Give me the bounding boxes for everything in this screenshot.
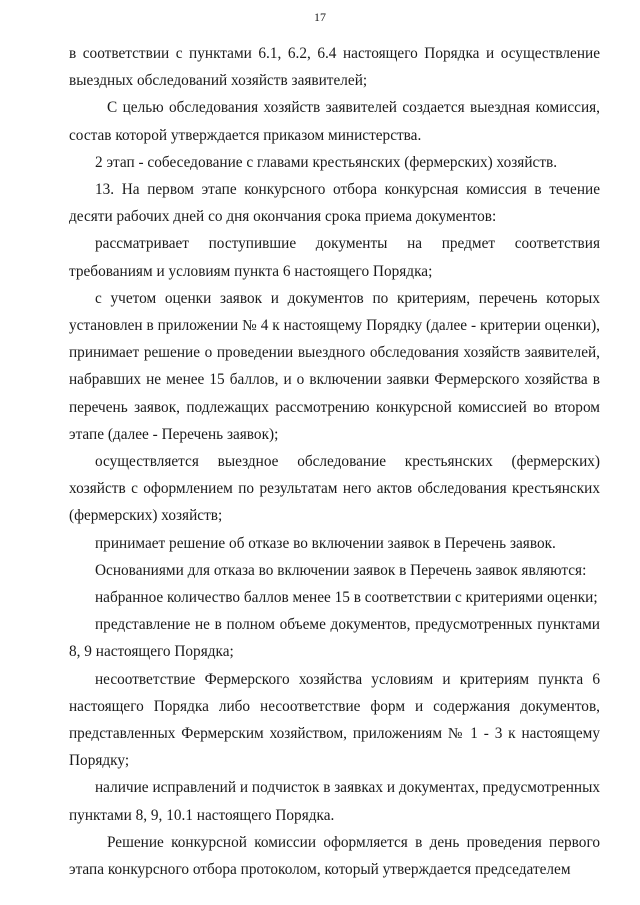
paragraph: несоответствие Фермерского хозяйства условиям и критериям пункта 6 настоящего Порядка либо несоответствие форм и содержания документов, представленных Фермерским хозяйством, приложениям № 1 - 3 к настоящему Порядку;: [69, 670, 600, 770]
paragraph: с учетом оценки заявок и документов по критериям, перечень которых установлен в приложении № 4 к настоящему Порядку (далее - критерии оценки), принимает решение о проведении выездного обследования хозяйств заявителей, набравших не менее 15 баллов, и о включении заявки Фермерского хозяйства в перечень заявок, подлежащих рассмотрению конкурсной комиссией во втором этапе (далее - Перечень заявок);: [69, 289, 600, 443]
paragraph: Решение конкурсной комиссии оформляется в день проведения первого этапа конкурсного отбора протоколом, который утверждается председателем: [69, 833, 600, 879]
paragraph: Основаниями для отказа во включении заявок в Перечень заявок являются:: [95, 561, 587, 579]
paragraph: набранное количество баллов менее 15 в соответствии с критериями оценки;: [95, 589, 598, 607]
document-body: [69, 40, 600, 883]
paragraph: С целью обследования хозяйств заявителей создается выездная комиссия, состав которой утверждается приказом министерства.: [69, 99, 600, 144]
paragraph: наличие исправлений и подчисток в заявках и документах, предусмотренных пунктами 8, 9, 10.1 настоящего Порядка.: [69, 779, 600, 824]
paragraph: рассматривает поступившие документы на предмет соответствия требованиям и условиям пункта 6 настоящего Порядка;: [69, 235, 600, 280]
paragraph: принимает решение об отказе во включении заявок в Перечень заявок.: [95, 534, 556, 552]
paragraph: 13. На первом этапе конкурсного отбора конкурсная комиссия в течение десяти рабочих дней со дня окончания срока приема документов:: [69, 181, 600, 226]
page-number: 17: [314, 10, 326, 24]
paragraph: в соответствии с пунктами 6.1, 6.2, 6.4 настоящего Порядка и осуществление выездных обследований хозяйств заявителей;: [69, 45, 600, 90]
paragraph: представление не в полном объеме документов, предусмотренных пунктами 8, 9 настоящего Порядка;: [69, 616, 600, 661]
paragraph: осуществляется выездное обследование крестьянских (фермерских) хозяйств с оформлением по результатам него актов обследования крестьянских (фермерских) хозяйств;: [69, 453, 600, 525]
paragraph: 2 этап - собеседование с главами крестьянских (фермерских) хозяйств.: [95, 153, 558, 171]
